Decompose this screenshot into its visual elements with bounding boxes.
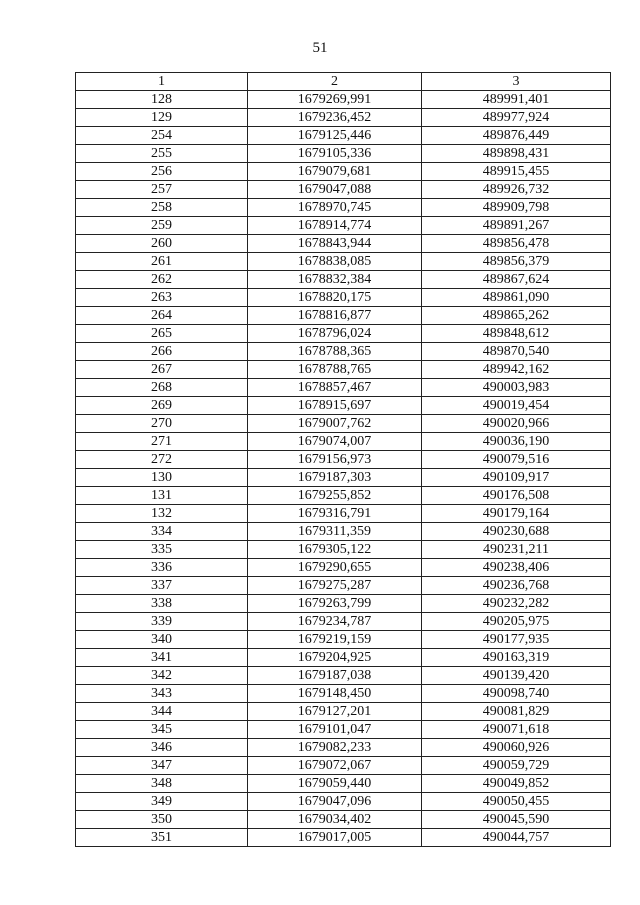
point-number-cell: 266 — [76, 343, 248, 361]
y-coordinate-cell: 489891,267 — [422, 217, 611, 235]
column-header-x: 2 — [248, 73, 422, 91]
y-coordinate-cell: 489909,798 — [422, 199, 611, 217]
x-coordinate-cell: 1679079,681 — [248, 163, 422, 181]
table-row — [76, 523, 611, 541]
x-coordinate-cell: 1679105,336 — [248, 145, 422, 163]
y-coordinate-cell: 490205,975 — [422, 613, 611, 631]
point-number-cell: 342 — [76, 667, 248, 685]
table-row — [76, 829, 611, 847]
y-coordinate-cell: 490179,164 — [422, 505, 611, 523]
y-coordinate-cell: 490230,688 — [422, 523, 611, 541]
x-coordinate-cell: 1678796,024 — [248, 325, 422, 343]
table-row — [76, 127, 611, 145]
table-row — [76, 289, 611, 307]
table-row — [76, 757, 611, 775]
table-row — [76, 685, 611, 703]
table-row — [76, 271, 611, 289]
table-row — [76, 487, 611, 505]
x-coordinate-cell: 1679255,852 — [248, 487, 422, 505]
point-number-cell: 264 — [76, 307, 248, 325]
y-coordinate-cell: 489870,540 — [422, 343, 611, 361]
table-row — [76, 379, 611, 397]
x-coordinate-cell: 1679263,799 — [248, 595, 422, 613]
x-coordinate-cell: 1679269,991 — [248, 91, 422, 109]
x-coordinate-cell: 1678788,765 — [248, 361, 422, 379]
table-row — [76, 739, 611, 757]
point-number-cell: 255 — [76, 145, 248, 163]
point-number-cell: 340 — [76, 631, 248, 649]
table-row — [76, 235, 611, 253]
y-coordinate-cell: 490109,917 — [422, 469, 611, 487]
column-header-y: 3 — [422, 73, 611, 91]
table-row — [76, 433, 611, 451]
table-row — [76, 703, 611, 721]
x-coordinate-cell: 1679219,159 — [248, 631, 422, 649]
point-number-cell: 348 — [76, 775, 248, 793]
x-coordinate-cell: 1678970,745 — [248, 199, 422, 217]
y-coordinate-cell: 489915,455 — [422, 163, 611, 181]
y-coordinate-cell: 489865,262 — [422, 307, 611, 325]
y-coordinate-cell: 489942,162 — [422, 361, 611, 379]
table-row — [76, 505, 611, 523]
point-number-cell: 259 — [76, 217, 248, 235]
point-number-cell: 257 — [76, 181, 248, 199]
table-row — [76, 199, 611, 217]
x-coordinate-cell: 1679275,287 — [248, 577, 422, 595]
y-coordinate-cell: 489861,090 — [422, 289, 611, 307]
y-coordinate-cell: 490176,508 — [422, 487, 611, 505]
table-header — [76, 73, 611, 91]
point-number-cell: 337 — [76, 577, 248, 595]
x-coordinate-cell: 1678838,085 — [248, 253, 422, 271]
point-number-cell: 261 — [76, 253, 248, 271]
table-row — [76, 181, 611, 199]
x-coordinate-cell: 1679204,925 — [248, 649, 422, 667]
x-coordinate-cell: 1678788,365 — [248, 343, 422, 361]
y-coordinate-cell: 489856,379 — [422, 253, 611, 271]
point-number-cell: 131 — [76, 487, 248, 505]
x-coordinate-cell: 1679127,201 — [248, 703, 422, 721]
x-coordinate-cell: 1679059,440 — [248, 775, 422, 793]
x-coordinate-cell: 1679148,450 — [248, 685, 422, 703]
point-number-cell: 336 — [76, 559, 248, 577]
y-coordinate-cell: 490044,757 — [422, 829, 611, 847]
table-row — [76, 469, 611, 487]
y-coordinate-cell: 490003,983 — [422, 379, 611, 397]
x-coordinate-cell: 1678914,774 — [248, 217, 422, 235]
point-number-cell: 256 — [76, 163, 248, 181]
point-number-cell: 130 — [76, 469, 248, 487]
x-coordinate-cell: 1679017,005 — [248, 829, 422, 847]
table-row — [76, 145, 611, 163]
point-number-cell: 258 — [76, 199, 248, 217]
y-coordinate-cell: 490238,406 — [422, 559, 611, 577]
point-number-cell: 338 — [76, 595, 248, 613]
x-coordinate-cell: 1678832,384 — [248, 271, 422, 289]
x-coordinate-cell: 1679047,088 — [248, 181, 422, 199]
point-number-cell: 267 — [76, 361, 248, 379]
table-row — [76, 415, 611, 433]
table-row — [76, 775, 611, 793]
y-coordinate-cell: 489848,612 — [422, 325, 611, 343]
header-row — [76, 73, 611, 91]
point-number-cell: 339 — [76, 613, 248, 631]
y-coordinate-cell: 489991,401 — [422, 91, 611, 109]
y-coordinate-cell: 490050,455 — [422, 793, 611, 811]
x-coordinate-cell: 1678915,697 — [248, 397, 422, 415]
column-header-point: 1 — [76, 73, 248, 91]
table-row — [76, 721, 611, 739]
x-coordinate-cell: 1679236,452 — [248, 109, 422, 127]
table-row — [76, 91, 611, 109]
y-coordinate-cell: 490236,768 — [422, 577, 611, 595]
table-row — [76, 595, 611, 613]
y-coordinate-cell: 490232,282 — [422, 595, 611, 613]
x-coordinate-cell: 1679074,007 — [248, 433, 422, 451]
table-row — [76, 343, 611, 361]
table-row — [76, 307, 611, 325]
table-row — [76, 253, 611, 271]
x-coordinate-cell: 1679034,402 — [248, 811, 422, 829]
y-coordinate-cell: 490049,852 — [422, 775, 611, 793]
x-coordinate-cell: 1679311,359 — [248, 523, 422, 541]
point-number-cell: 346 — [76, 739, 248, 757]
table-body — [76, 91, 611, 847]
x-coordinate-cell: 1679072,067 — [248, 757, 422, 775]
x-coordinate-cell: 1678816,877 — [248, 307, 422, 325]
y-coordinate-cell: 490059,729 — [422, 757, 611, 775]
y-coordinate-cell: 490020,966 — [422, 415, 611, 433]
point-number-cell: 254 — [76, 127, 248, 145]
x-coordinate-cell: 1679305,122 — [248, 541, 422, 559]
point-number-cell: 349 — [76, 793, 248, 811]
point-number-cell: 341 — [76, 649, 248, 667]
table-row — [76, 613, 611, 631]
table-row — [76, 649, 611, 667]
point-number-cell: 128 — [76, 91, 248, 109]
point-number-cell: 344 — [76, 703, 248, 721]
table-row — [76, 577, 611, 595]
y-coordinate-cell: 489856,478 — [422, 235, 611, 253]
y-coordinate-cell: 489867,624 — [422, 271, 611, 289]
point-number-cell: 272 — [76, 451, 248, 469]
y-coordinate-cell: 490177,935 — [422, 631, 611, 649]
table-row — [76, 325, 611, 343]
x-coordinate-cell: 1679290,655 — [248, 559, 422, 577]
point-number-cell: 343 — [76, 685, 248, 703]
y-coordinate-cell: 490071,618 — [422, 721, 611, 739]
table-row — [76, 217, 611, 235]
point-number-cell: 350 — [76, 811, 248, 829]
x-coordinate-cell: 1678843,944 — [248, 235, 422, 253]
y-coordinate-cell: 489977,924 — [422, 109, 611, 127]
table-row — [76, 811, 611, 829]
y-coordinate-cell: 490098,740 — [422, 685, 611, 703]
y-coordinate-cell: 490019,454 — [422, 397, 611, 415]
table-row — [76, 397, 611, 415]
table-row — [76, 163, 611, 181]
table-row — [76, 793, 611, 811]
table-row — [76, 451, 611, 469]
table-row — [76, 631, 611, 649]
point-number-cell: 260 — [76, 235, 248, 253]
x-coordinate-cell: 1679156,973 — [248, 451, 422, 469]
y-coordinate-cell: 490081,829 — [422, 703, 611, 721]
x-coordinate-cell: 1678820,175 — [248, 289, 422, 307]
table-row — [76, 541, 611, 559]
y-coordinate-cell: 490139,420 — [422, 667, 611, 685]
point-number-cell: 345 — [76, 721, 248, 739]
point-number-cell: 263 — [76, 289, 248, 307]
point-number-cell: 265 — [76, 325, 248, 343]
point-number-cell: 335 — [76, 541, 248, 559]
y-coordinate-cell: 490036,190 — [422, 433, 611, 451]
coordinates-table — [75, 72, 611, 847]
point-number-cell: 269 — [76, 397, 248, 415]
table-row — [76, 361, 611, 379]
x-coordinate-cell: 1679007,762 — [248, 415, 422, 433]
point-number-cell: 132 — [76, 505, 248, 523]
x-coordinate-cell: 1679187,038 — [248, 667, 422, 685]
table-row — [76, 667, 611, 685]
page-number: 51 — [312, 40, 328, 56]
x-coordinate-cell: 1679187,303 — [248, 469, 422, 487]
point-number-cell: 351 — [76, 829, 248, 847]
y-coordinate-cell: 489898,431 — [422, 145, 611, 163]
x-coordinate-cell: 1679125,446 — [248, 127, 422, 145]
point-number-cell: 262 — [76, 271, 248, 289]
y-coordinate-cell: 490231,211 — [422, 541, 611, 559]
x-coordinate-cell: 1679101,047 — [248, 721, 422, 739]
x-coordinate-cell: 1679234,787 — [248, 613, 422, 631]
point-number-cell: 271 — [76, 433, 248, 451]
x-coordinate-cell: 1679047,096 — [248, 793, 422, 811]
y-coordinate-cell: 490163,319 — [422, 649, 611, 667]
x-coordinate-cell: 1679082,233 — [248, 739, 422, 757]
point-number-cell: 129 — [76, 109, 248, 127]
point-number-cell: 270 — [76, 415, 248, 433]
y-coordinate-cell: 489926,732 — [422, 181, 611, 199]
y-coordinate-cell: 489876,449 — [422, 127, 611, 145]
table-row — [76, 109, 611, 127]
point-number-cell: 268 — [76, 379, 248, 397]
point-number-cell: 334 — [76, 523, 248, 541]
x-coordinate-cell: 1678857,467 — [248, 379, 422, 397]
y-coordinate-cell: 490060,926 — [422, 739, 611, 757]
point-number-cell: 347 — [76, 757, 248, 775]
table-row — [76, 559, 611, 577]
y-coordinate-cell: 490045,590 — [422, 811, 611, 829]
x-coordinate-cell: 1679316,791 — [248, 505, 422, 523]
y-coordinate-cell: 490079,516 — [422, 451, 611, 469]
